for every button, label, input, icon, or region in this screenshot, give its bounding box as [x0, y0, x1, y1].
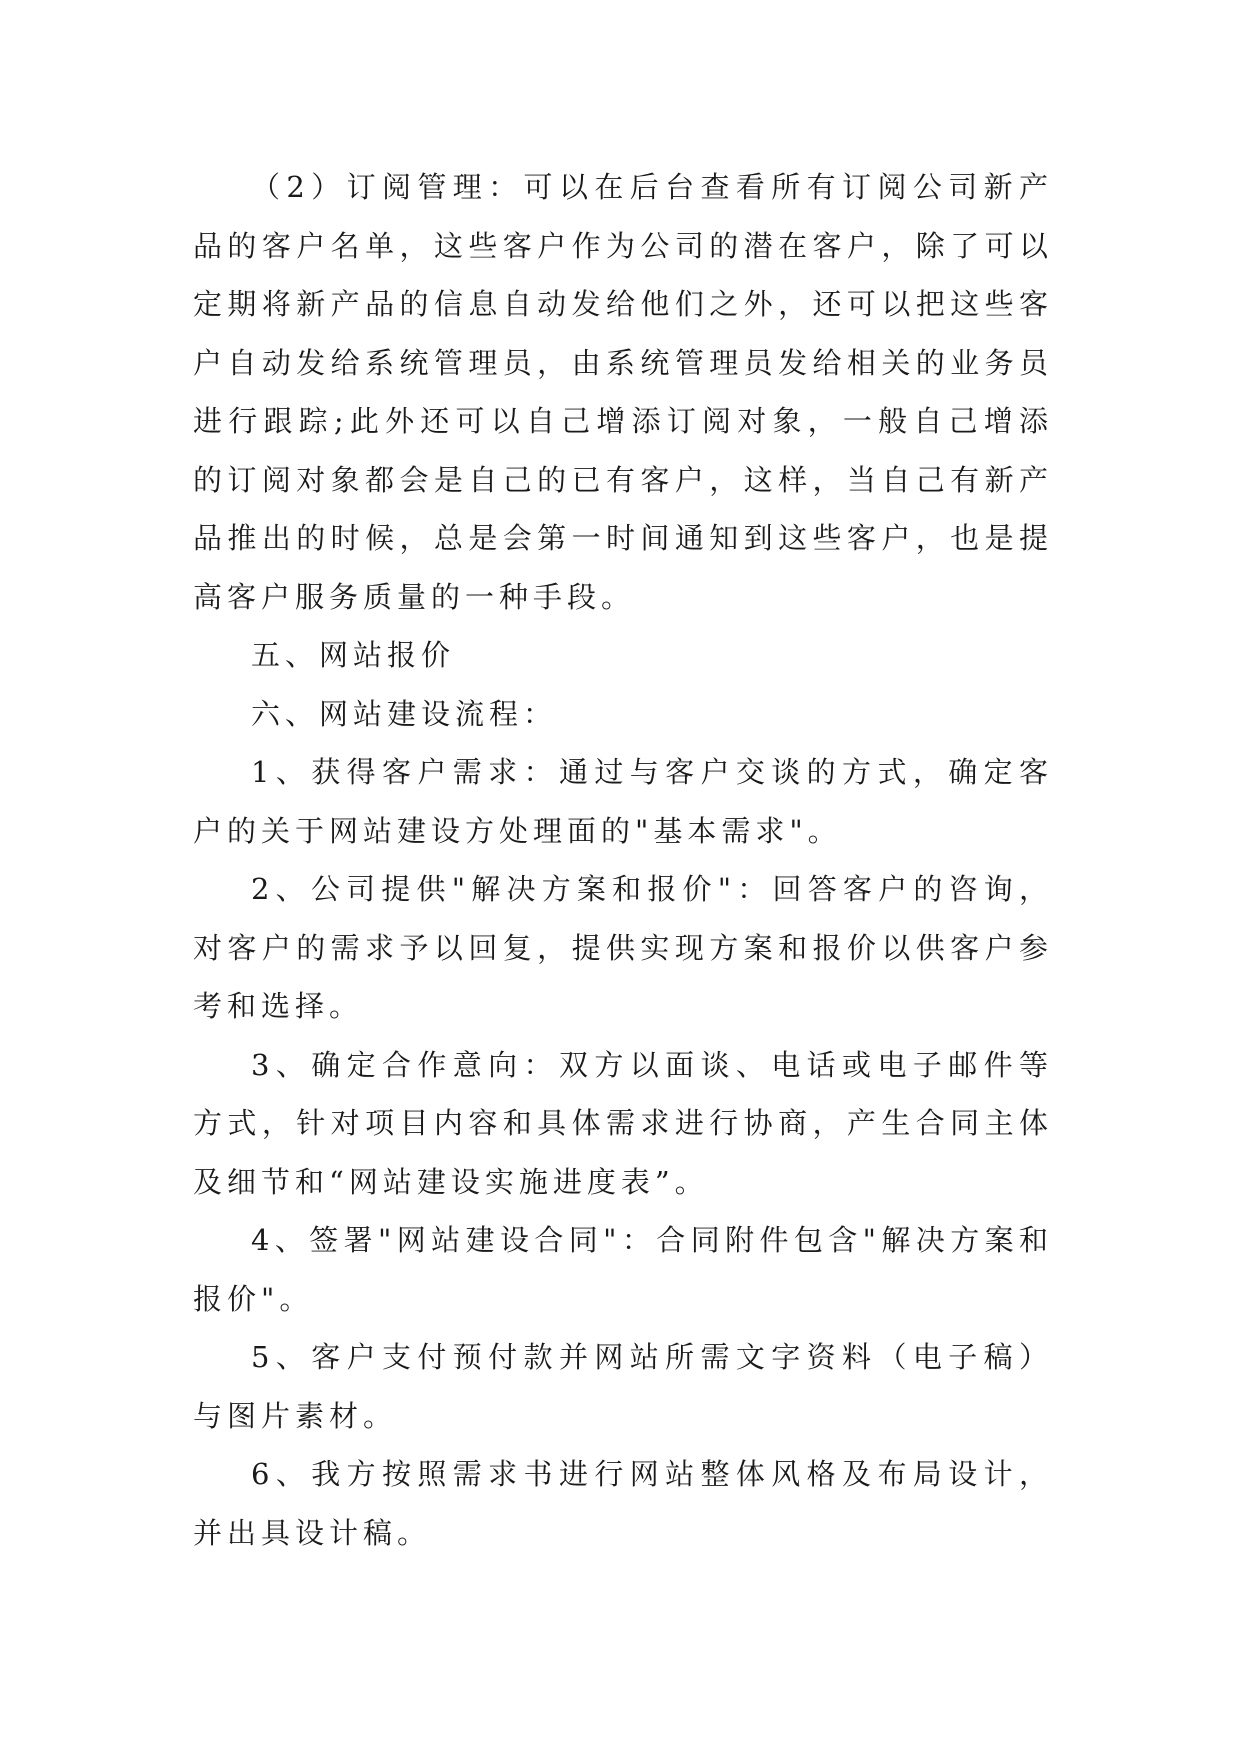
paragraph-subscription-management: （2）订阅管理：可以在后台查看所有订阅公司新产品的客户名单，这些客户作为公司的潜在客户，除了可以定期将新产品的信息自动发给他们之外，还可以把这些客户自动发给系统管理员，由系统管理员发给相关的业务员进行跟踪;此外还可以自己增添订阅对象，一般自己增添的订阅对象都会是自己的已有客户，这样，当自己有新产品推出的时候，总是会第一时间通知到这些客户，也是提高客户服务质量的一种手段。 — [193, 170, 1053, 614]
document-page — [193, 158, 1053, 1562]
step-1-paragraph: 1、获得客户需求：通过与客户交谈的方式，确定客户的关于网站建设方处理面的"基本需求"。 — [193, 755, 1053, 848]
step-3-paragraph: 3、确定合作意向：双方以面谈、电话或电子邮件等方式，针对项目内容和具体需求进行协商，产生合同主体及细节和“网站建设实施进度表”。 — [193, 1047, 1053, 1199]
heading-build-process: 六、网站建设流程： — [251, 696, 558, 731]
heading-website-quote: 五、网站报价 — [251, 638, 456, 672]
step-6-paragraph: 6、我方按照需求书进行网站整体风格及布局设计，并出具设计稿。 — [193, 1457, 1053, 1550]
step-4-paragraph: 4、签署"网站建设合同"：合同附件包含"解决方案和报价"。 — [193, 1223, 1053, 1316]
step-5-paragraph: 5、客户支付预付款并网站所需文字资料（电子稿）与图片素材。 — [193, 1340, 1053, 1433]
step-2-paragraph: 2、公司提供"解决方案和报价"：回答客户的咨询，对客户的需求予以回复，提供实现方案和报价以供客户参考和选择。 — [193, 872, 1053, 1023]
